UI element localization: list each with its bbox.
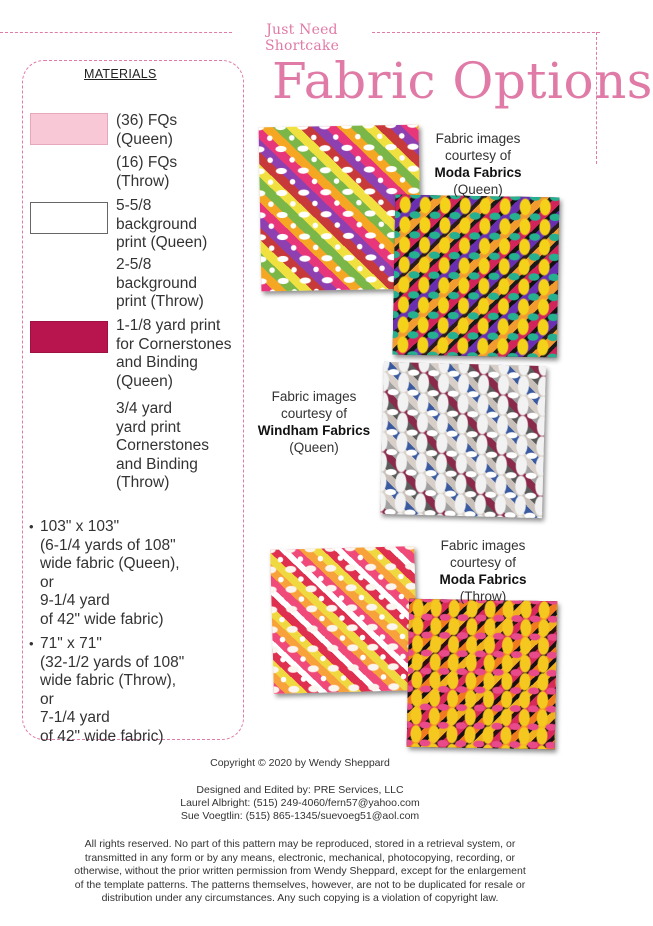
swatch-cranberry	[30, 321, 108, 353]
material-line: 1-1/8 yard print	[116, 317, 221, 334]
backing-line: 9-1/4 yard	[40, 592, 110, 609]
backing-line: wide fabric (Throw),	[40, 672, 177, 689]
backing-list	[33, 518, 243, 752]
credit-brand: Windham Fabrics	[257, 423, 371, 438]
brand-name: Just Need Shortcake	[264, 22, 340, 54]
header-rule-left	[0, 32, 232, 33]
credit-line: courtesy of	[449, 555, 517, 570]
fabric-credit	[420, 130, 536, 198]
backing-line: of 42" wide fabric)	[40, 727, 164, 745]
material-item	[116, 400, 244, 493]
rights-line: distribution under any circumstances. Any such copying is a violation of copyright law.	[101, 892, 499, 904]
material-line: print (Queen)	[116, 234, 208, 251]
credit-line: courtesy of	[280, 406, 348, 421]
credit-line: Fabric images	[271, 389, 357, 404]
credit-size: (Throw)	[459, 589, 507, 604]
page-title: Fabric Options	[272, 52, 653, 110]
quilt-image-moda-throw-dark	[407, 599, 558, 750]
backing-line: (6-1/4 yards of 108"	[40, 536, 176, 554]
material-item	[116, 112, 244, 149]
material-line: 5-5/8	[116, 197, 152, 214]
designed-by: Designed and Edited by: PRE Services, LLC	[196, 784, 404, 796]
materials-heading: MATERIALS	[84, 67, 157, 81]
rights-notice	[40, 838, 560, 906]
material-line: background	[116, 274, 198, 292]
credit-line: Fabric images	[435, 131, 521, 146]
fabric-credit	[244, 388, 384, 456]
backing-line: wide fabric (Queen),	[40, 555, 180, 572]
contact-line: Laurel Albright: (515) 249-4060/fern57@yahoo.com	[180, 797, 420, 809]
material-item	[116, 256, 244, 312]
material-line: 2-5/8	[116, 256, 152, 273]
backing-item-queen	[33, 518, 243, 629]
material-line: background	[116, 215, 198, 233]
backing-line: (32-1/2 yards of 108"	[40, 653, 185, 671]
quilt-image-moda-throw-light	[270, 546, 418, 694]
material-item	[116, 197, 244, 253]
credit-line: Fabric images	[440, 538, 526, 553]
rights-line: All rights reserved. No part of this pattern may be reproduced, stored in a retrieval system, or	[84, 838, 516, 850]
credit-size: (Queen)	[289, 440, 339, 455]
backing-line: or	[40, 690, 54, 708]
rights-line: transmitted in any form or by any means, electronic, mechanical, photocopying, recording, or	[84, 851, 516, 864]
material-item	[116, 317, 244, 391]
rights-line: otherwise, without the prior written permission from Wendy Sheppard, except for the enlargement	[74, 865, 526, 877]
material-line: (Throw)	[116, 172, 170, 190]
designer-credits	[0, 784, 600, 823]
material-line: Cornerstones	[116, 437, 210, 454]
material-line: (Queen)	[116, 130, 173, 148]
backing-line: • 71" x 71"	[40, 635, 102, 652]
material-line: and Binding	[116, 455, 198, 473]
material-line: 3/4 yard	[116, 400, 173, 417]
material-line: and Binding	[116, 354, 198, 371]
quilt-image-moda-queen-dark	[393, 195, 560, 358]
credit-brand: Moda Fabrics	[439, 572, 527, 587]
header-rule-right	[372, 32, 600, 33]
material-item	[116, 154, 244, 191]
material-line: yard print	[116, 418, 181, 436]
rights-line: of the template patterns. The patterns themselves, however, are not to be duplicated for resale or	[74, 878, 526, 891]
backing-line: or	[40, 573, 54, 591]
material-line: (Queen)	[116, 372, 173, 390]
credit-size: (Queen)	[453, 182, 503, 197]
backing-item-throw	[33, 635, 243, 746]
backing-line: • 103" x 103"	[40, 518, 120, 535]
copyright-notice: Copyright © 2020 by Wendy Sheppard	[210, 757, 390, 769]
swatch-white	[30, 202, 108, 234]
swatch-pink	[30, 113, 108, 145]
contact-line: Sue Voegtlin: (515) 865-1345/suevoeg51@aol.com	[180, 810, 420, 822]
material-line: (16) FQs	[116, 154, 178, 171]
quilt-image-windham-queen	[380, 362, 546, 518]
credit-brand: Moda Fabrics	[434, 165, 522, 180]
backing-line: 7-1/4 yard	[40, 709, 110, 726]
material-line: for Cornerstones	[116, 335, 232, 353]
fabric-credit	[424, 537, 542, 605]
backing-line: of 42" wide fabric)	[40, 610, 164, 628]
credit-line: courtesy of	[444, 148, 512, 163]
material-line: print (Throw)	[116, 293, 204, 310]
material-line: (Throw)	[116, 474, 170, 491]
material-line: (36) FQs	[116, 112, 178, 129]
